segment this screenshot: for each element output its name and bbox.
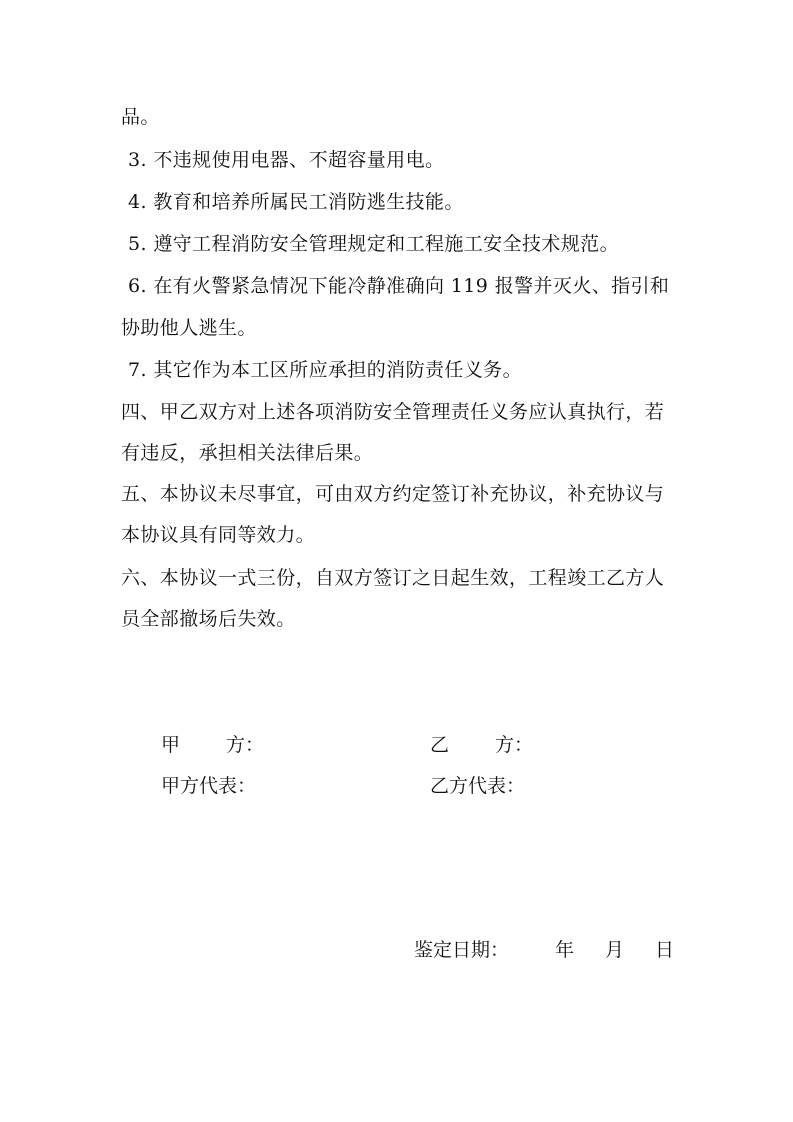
party-b-rep-label: 乙方代表： bbox=[430, 775, 526, 797]
list-item-5: 5. 遵守工程消防安全管理规定和工程施工安全技术规范。 bbox=[128, 233, 619, 255]
clause-5-line-1: 五、本协议未尽事宜，可由双方约定签订补充协议，补充协议与 bbox=[121, 483, 665, 505]
party-b-char1: 乙 bbox=[430, 734, 450, 756]
party-a-char1: 甲 bbox=[161, 734, 181, 756]
party-a-rep-label: 甲方代表： bbox=[161, 775, 257, 797]
date-day: 日 bbox=[655, 939, 675, 961]
date-year: 年 bbox=[555, 939, 575, 961]
clause-4-line-2: 有违反，承担相关法律后果。 bbox=[121, 442, 374, 464]
party-a-label bbox=[161, 733, 264, 757]
party-a-char2: 方： bbox=[226, 734, 265, 756]
clause-6-line-1: 六、本协议一式三份，自双方签订之日起生效，工程竣工乙方人 bbox=[121, 567, 665, 589]
date-month: 月 bbox=[605, 939, 625, 961]
party-b-char2: 方： bbox=[495, 734, 534, 756]
clause-6-line-2: 员全部撤场后失效。 bbox=[121, 608, 296, 630]
list-item-6: 6. 在有火警紧急情况下能冷静准确向 119 报警并灭火、指引和 bbox=[128, 275, 670, 297]
list-item-7: 7. 其它作为本工区所应承担的消防责任义务。 bbox=[128, 359, 522, 381]
list-item-4: 4. 教育和培养所属民工消防逃生技能。 bbox=[128, 191, 464, 213]
list-item-3: 3. 不违规使用电器、不超容量用电。 bbox=[128, 149, 445, 171]
list-item-6-continued: 协助他人逃生。 bbox=[121, 317, 257, 339]
party-b-label bbox=[430, 733, 533, 757]
clause-4-line-1: 四、甲乙双方对上述各项消防安全管理责任义务应认真执行，若 bbox=[121, 401, 665, 423]
appraisal-date-row bbox=[414, 938, 674, 962]
text-line-continuation: 品。 bbox=[121, 106, 160, 128]
clause-5-line-2: 本协议具有同等效力。 bbox=[121, 524, 316, 546]
date-label: 鉴定日期： bbox=[414, 939, 510, 961]
